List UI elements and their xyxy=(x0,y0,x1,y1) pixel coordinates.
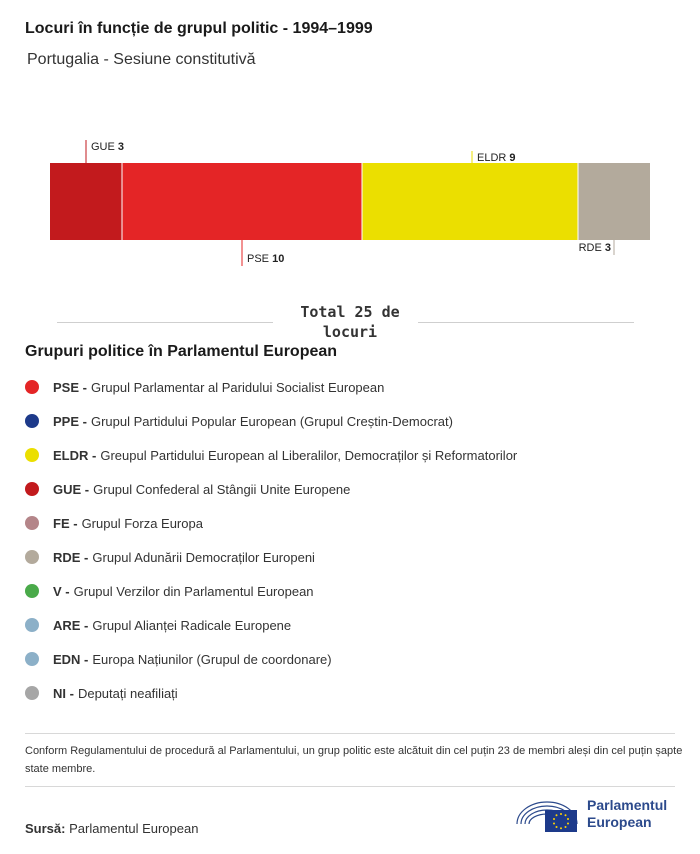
legend-text: Europa Națiunilor (Grupul de coordonare) xyxy=(92,651,332,667)
bar-segment-pse xyxy=(122,163,362,240)
legend-abbr: FE - xyxy=(53,515,78,531)
legend-dot-icon xyxy=(25,618,39,632)
legend xyxy=(25,370,685,710)
series-name: PSE xyxy=(247,253,273,265)
series-value: 9 xyxy=(509,152,516,164)
footnote: Conform Regulamentului de procedură al Parlamentului, un grup politic este alcătuit din cel puțin 23 de membri aleși din cel puțin șapte state membre. xyxy=(25,745,683,775)
series-name: RDE xyxy=(578,242,605,254)
legend-abbr: V - xyxy=(53,583,70,599)
legend-item xyxy=(25,574,685,608)
logo-line-1: Parlamentul xyxy=(587,797,668,813)
source-line xyxy=(25,821,198,836)
series-value: 3 xyxy=(604,242,611,254)
legend-abbr: EDN - xyxy=(53,651,89,667)
legend-dot-icon xyxy=(25,516,39,530)
legend-item xyxy=(25,540,685,574)
legend-item xyxy=(25,472,685,506)
chart-subtitle: Portugalia - Sesiune constitutivă xyxy=(27,51,256,68)
source-label: Sursă: xyxy=(25,821,66,836)
legend-dot-icon xyxy=(25,652,39,666)
logo-line-2: European xyxy=(587,814,652,830)
legend-abbr: NI - xyxy=(53,685,74,701)
legend-dot-icon xyxy=(25,550,39,564)
legend-item xyxy=(25,370,685,404)
series-name: ELDR xyxy=(477,152,510,164)
legend-item xyxy=(25,642,685,676)
seat-distribution-chart xyxy=(0,130,700,275)
legend-text: Greupul Partidului European al Liberalilor, Democraților și Reformatorilor xyxy=(100,447,518,463)
bar-segment-rde xyxy=(578,163,650,240)
legend-item xyxy=(25,676,685,710)
legend-abbr: PPE - xyxy=(53,413,87,429)
legend-text: Grupul Verzilor din Parlamentul European xyxy=(73,583,314,599)
legend-text: Grupul Confederal al Stângii Unite Europene xyxy=(93,481,351,497)
eu-hemicycle-flag-logo-icon xyxy=(515,796,579,832)
data-label-rde xyxy=(579,242,611,254)
legend-item xyxy=(25,608,685,642)
series-value: 10 xyxy=(272,253,285,265)
series-value: 3 xyxy=(117,141,125,153)
legend-item xyxy=(25,404,685,438)
total-rule-right xyxy=(418,322,634,323)
legend-dot-icon xyxy=(25,584,39,598)
chart-title: Locuri în funcție de grupul politic - 1994–1999 xyxy=(25,20,373,37)
legend-text: Grupul Forza Europa xyxy=(81,515,203,531)
legend-abbr: ARE - xyxy=(53,617,89,633)
legend-title: Grupuri politice în Parlamentul European xyxy=(25,343,338,360)
legend-abbr: RDE - xyxy=(53,549,89,565)
data-label-gue xyxy=(91,141,124,153)
parliament-logo xyxy=(515,796,667,832)
source-value: Parlamentul European xyxy=(69,821,199,836)
series-name: GUE xyxy=(91,141,118,153)
legend-dot-icon xyxy=(25,380,39,394)
legend-text: Grupul Parlamentar al Paridului Socialist European xyxy=(90,379,385,395)
legend-text: Grupul Adunării Democraților Europeni xyxy=(92,549,315,565)
legend-dot-icon xyxy=(25,482,39,496)
bar-segment-gue xyxy=(50,163,122,240)
legend-item xyxy=(25,438,685,472)
total-rule-left xyxy=(57,322,273,323)
legend-abbr: ELDR - xyxy=(53,447,97,463)
legend-abbr: PSE - xyxy=(53,379,87,395)
legend-abbr: GUE - xyxy=(53,481,90,497)
data-label-pse xyxy=(247,253,284,265)
legend-text: Grupul Alianței Radicale Europene xyxy=(92,617,292,633)
legend-text: Grupul Partidului Popular European (Grupul Creștin-Democrat) xyxy=(90,413,453,429)
legend-dot-icon xyxy=(25,414,39,428)
bar-segment-eldr xyxy=(362,163,578,240)
legend-item xyxy=(25,506,685,540)
total-seats-label: Total 25 de locuri xyxy=(300,303,400,341)
legend-text: Deputați neafiliați xyxy=(77,685,178,701)
data-label-eldr xyxy=(477,152,516,164)
legend-dot-icon xyxy=(25,686,39,700)
note-divider-top xyxy=(25,733,675,734)
legend-dot-icon xyxy=(25,448,39,462)
note-divider-bottom xyxy=(25,786,675,787)
